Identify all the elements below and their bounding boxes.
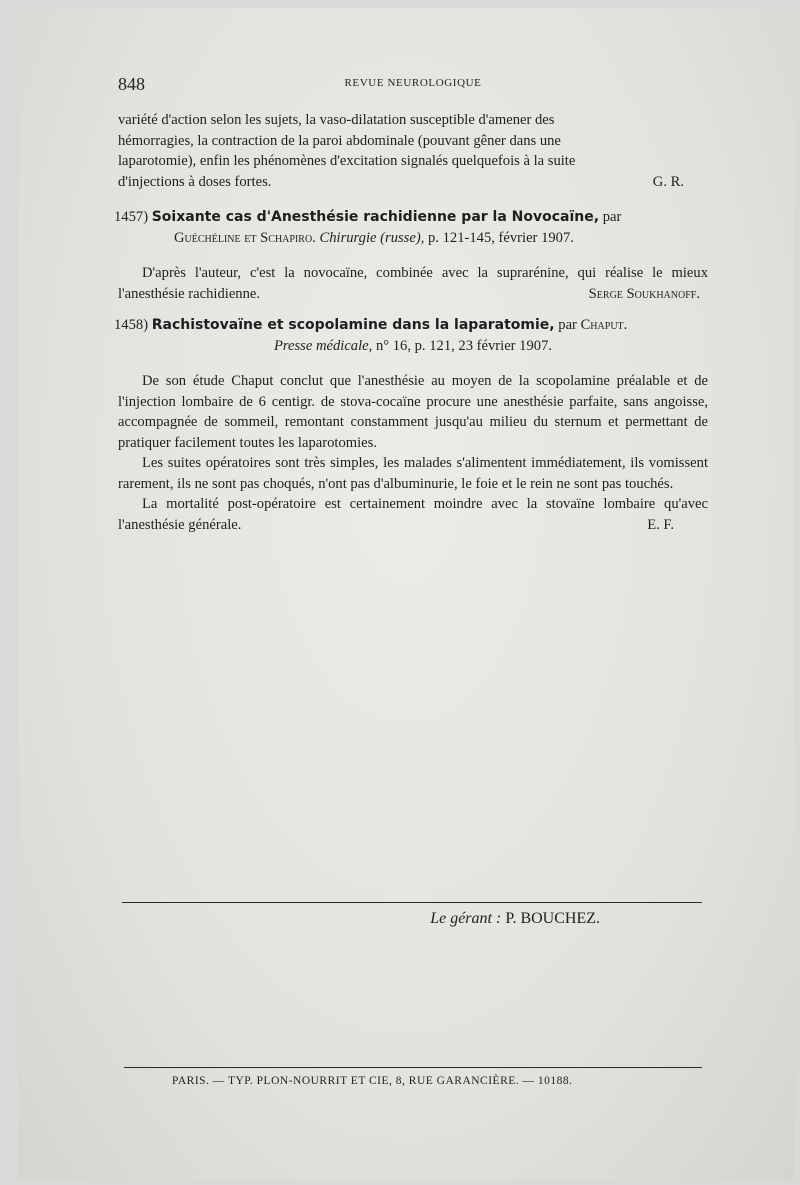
page-number: 848 [118, 74, 145, 94]
entry-title: Soixante cas d'Anesthésie rachidienne par la Novocaïne, [151, 209, 600, 225]
entry-number: 1457) [114, 209, 149, 225]
text-line: laparotomie), enfin les phénomènes d'excitation signalés quelquefois à la suite [118, 153, 576, 169]
gerant-line [300, 910, 600, 928]
gerant-label: Le gérant : [430, 910, 502, 927]
entry-heading [114, 207, 708, 228]
text-line: variété d'action selon les sujets, la vaso-dilatation susceptible d'amener des [118, 112, 555, 128]
footer-divider [124, 1067, 702, 1068]
pages: p. 121-145, février 1907. [428, 229, 574, 246]
text: La mortalité post-opératoire est certainement moindre avec la stovaïne lombaire qu'avec l'anesthésie générale. [118, 496, 708, 533]
entry-number: 1458) [114, 317, 149, 333]
running-header [118, 74, 708, 98]
journal: Presse médicale, [273, 337, 373, 354]
issue: n° 16, p. 121, 23 février 1907. [375, 337, 553, 354]
entry-1458 [114, 315, 708, 535]
signature: G. R. [652, 173, 684, 190]
entry-body [118, 263, 708, 304]
entry-heading [114, 315, 708, 336]
printer-imprint: PARIS. — TYP. PLON-NOURRIT ET CIE, 8, RUE GARANCIÈRE. — 10188. [172, 1075, 573, 1087]
gerant-name: P. BOUCHEZ. [505, 910, 600, 927]
entry-citation [118, 336, 708, 357]
signature: E. F. [647, 516, 674, 533]
body-text: D'après l'auteur, c'est la novocaïne, combinée avec la suprarénine, qui réalise le mieux l'anesthésie rachidienne. [118, 265, 708, 302]
entry-1457 [114, 207, 708, 304]
by-word: par [602, 209, 622, 225]
author: Chaput. [580, 317, 628, 333]
text-line: hémorragies, la contraction de la paroi abdominale (pouvant gêner dans une [118, 132, 561, 149]
text-line-last [118, 172, 708, 193]
authors: Guéchéline et Schapiro. [174, 229, 316, 246]
paragraph: De son étude Chaput conclut que l'anesthésie au moyen de la scopolamine préalable et de l'injection lombaire de 6 centigr. de stova-cocaïne procure une anesthésie parfaite, sans angoisse, accompagnée de sommeil, remontant constamment jusqu'au milieu du sternum et permettant de pratiquer facilement toutes les laparotomies. [118, 373, 708, 451]
continuation-paragraph [118, 110, 708, 192]
text: d'injections à doses fortes. [118, 173, 272, 190]
entry-title: Rachistovaïne et scopolamine dans la laparatomie, [151, 317, 555, 333]
paragraph-last [118, 494, 708, 535]
signature: Serge Soukhanoff. [588, 285, 700, 302]
divider [122, 902, 702, 903]
paragraph: Les suites opératoires sont très simples, les malades s'alimentent immédiatement, ils vomissent rarement, ils ne sont pas choqués, n'ont pas d'albuminurie, le foie et le rein ne sont pas touchés. [118, 455, 708, 492]
by-word: par [558, 317, 577, 333]
running-title: REVUE NEUROLOGIQUE [344, 77, 482, 89]
entry-citation [118, 228, 708, 249]
journal: Chirurgie (russe), [319, 229, 425, 246]
